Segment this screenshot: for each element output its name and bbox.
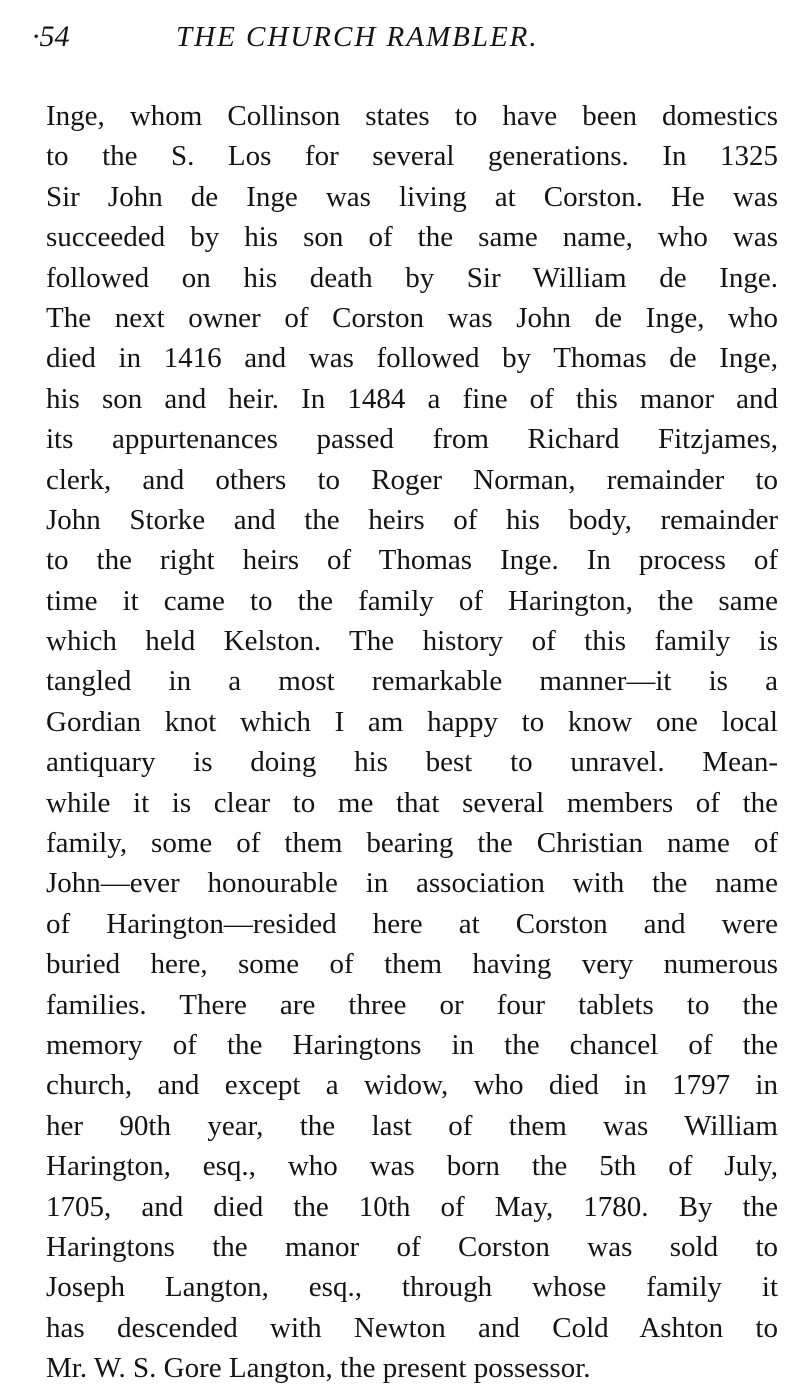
text-line: of Harington—resided here at Corston and were [46,907,778,940]
text-line: antiquary is doing his best to unravel. Mean- [46,746,778,779]
text-line: church, and except a widow, who died in 1797 in [46,1069,778,1102]
text-line: Sir John de Inge was living at Corston. He was [46,180,778,213]
page-header [0,14,800,58]
text-line: John Storke and the heirs of his body, remainder [46,503,778,536]
text-line: succeeded by his son of the same name, who was [46,221,778,254]
text-line: Mr. W. S. Gore Langton, the present possessor. [46,1352,591,1385]
text-line: 1705, and died the 10th of May, 1780. By the [46,1190,778,1223]
text-line: to the S. Los for several generations. In 1325 [46,140,778,173]
text-line: memory of the Haringtons in the chancel of the [46,1028,778,1061]
body-paragraph [46,96,778,1389]
running-head: THE CHURCH RAMBLER. [176,21,539,53]
text-line: The next owner of Corston was John de Inge, who [46,301,778,334]
text-line: tangled in a most remarkable manner—it is a [46,665,778,698]
text-line: Harington, esq., who was born the 5th of July, [46,1150,778,1183]
text-line: followed on his death by Sir William de Inge. [46,261,778,294]
text-line: buried here, some of them having very numerous [46,948,778,981]
text-line: Gordian knot which I am happy to know one local [46,705,778,738]
text-line: clerk, and others to Roger Norman, remainder to [46,463,778,496]
text-line: his son and heir. In 1484 a fine of this manor and [46,382,778,415]
text-line: John—ever honourable in association with the name [46,867,778,900]
text-line: which held Kelston. The history of this family is [46,625,778,658]
text-line: its appurtenances passed from Richard Fitzjames, [46,423,778,456]
text-line: while it is clear to me that several members of the [46,786,778,819]
page-number: ·54 [32,20,70,53]
text-line: has descended with Newton and Cold Ashton to [46,1311,778,1344]
text-line: her 90th year, the last of them was William [46,1109,778,1142]
text-line: families. There are three or four tablets to the [46,988,778,1021]
text-line: family, some of them bearing the Christian name of [46,827,778,860]
text-line: died in 1416 and was followed by Thomas de Inge, [46,342,778,375]
text-line: to the right heirs of Thomas Inge. In process of [46,544,778,577]
text-line: Haringtons the manor of Corston was sold to [46,1230,778,1263]
text-line: time it came to the family of Harington, the same [46,584,778,617]
text-line: Inge, whom Collinson states to have been domestics [46,100,778,132]
text-line: Joseph Langton, esq., through whose family it [46,1271,778,1304]
